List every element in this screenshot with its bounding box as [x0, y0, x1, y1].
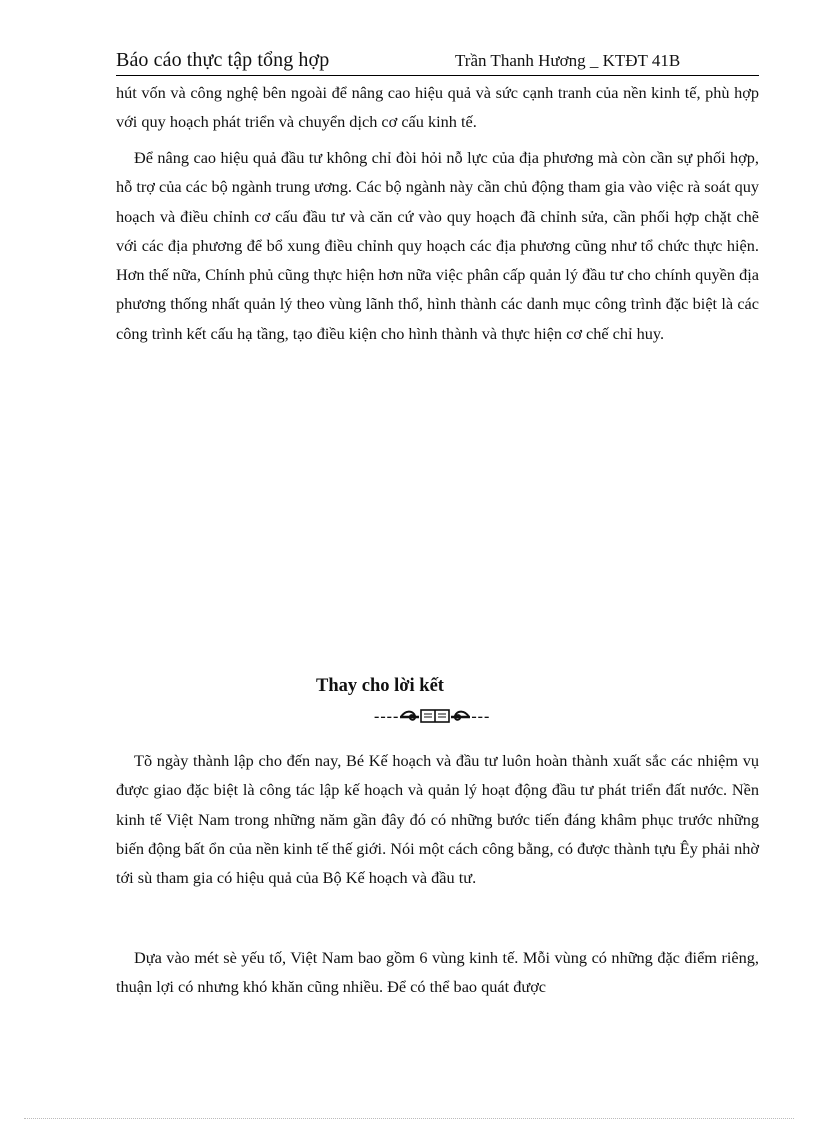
author-label: Trần Thanh Hương _ KTĐT 41B: [455, 51, 681, 70]
section-heading: Thay cho lời kết: [316, 676, 444, 696]
heading-ornament: [374, 708, 490, 726]
paragraph-text: Dựa vào mét sè yếu tố, Việt Nam bao gồm 6 vùng kinh tế. Mỗi vùng có những đặc điểm riêng, thuận lợi có nhưng khó khăn cũng nhiều. Để có thể bao quát được: [116, 948, 759, 997]
paragraph-text: Tõ ngày thành lập cho đến nay, Bé Kế hoạch và đầu tư luôn hoàn thành xuất sắc các nhiệm vụ được giao đặc biệt là công tác lập kế hoạch và quản lý hoạt động đầu tư phát triển đất nước. Nền kinh tế Việt Nam trong những năm gần đây đó có những bước tiến đáng khâm phục trước những biến động bất ổn của nền kinh tế thế giới. Nói một cách công bằng, có được thành tựu Êy phải nhờ tới sù tham gia có hiệu quả của Bộ Kế hoạch và đầu tư.: [116, 751, 759, 888]
report-title: Báo cáo thực tập tổng hợp: [116, 49, 330, 71]
body-paragraph: hút vốn và công nghệ bên ngoài để nâng cao hiệu quả và sức cạnh tranh của nền kinh tế, phù hợp với quy hoạch phát triển và chuyển dịch cơ cấu kinh tế.: [116, 83, 759, 132]
book-scroll-ornament-icon: [399, 708, 471, 725]
page-header: [116, 49, 759, 76]
page-bottom-divider: [24, 1118, 794, 1119]
body-paragraph: [116, 143, 759, 348]
ornament-dashes-left: ----: [374, 708, 400, 725]
body-paragraph: [116, 746, 759, 892]
paragraph-text: Để nâng cao hiệu quả đầu tư không chỉ đòi hỏi nỗ lực của địa phương mà còn cần sự phối hợp, hỗ trợ của các bộ ngành trung ương. Các bộ ngành này cần chủ động tham gia vào việc rà soát quy hoạch và điều chỉnh cơ cấu đầu tư và căn cứ vào quy hoạch đã chỉnh sửa, cần phối hợp chặt chẽ với các địa phương để bổ xung điều chỉnh quy hoạch các địa phương cũng như tổ chức thực hiện. Hơn thế nữa, Chính phủ cũng thực hiện hơn nữa việc phân cấp quản lý đầu tư cho chính quyền địa phương thống nhất quản lý theo vùng lãnh thổ, hình thành các danh mục công trình đặc biệt là các công trình kết cấu hạ tầng, tạo điều kiện cho hình thành và thực hiện cơ chế chỉ huy.: [116, 148, 759, 343]
ornament-dashes-right: ---: [471, 708, 491, 725]
body-paragraph: [116, 943, 759, 1002]
